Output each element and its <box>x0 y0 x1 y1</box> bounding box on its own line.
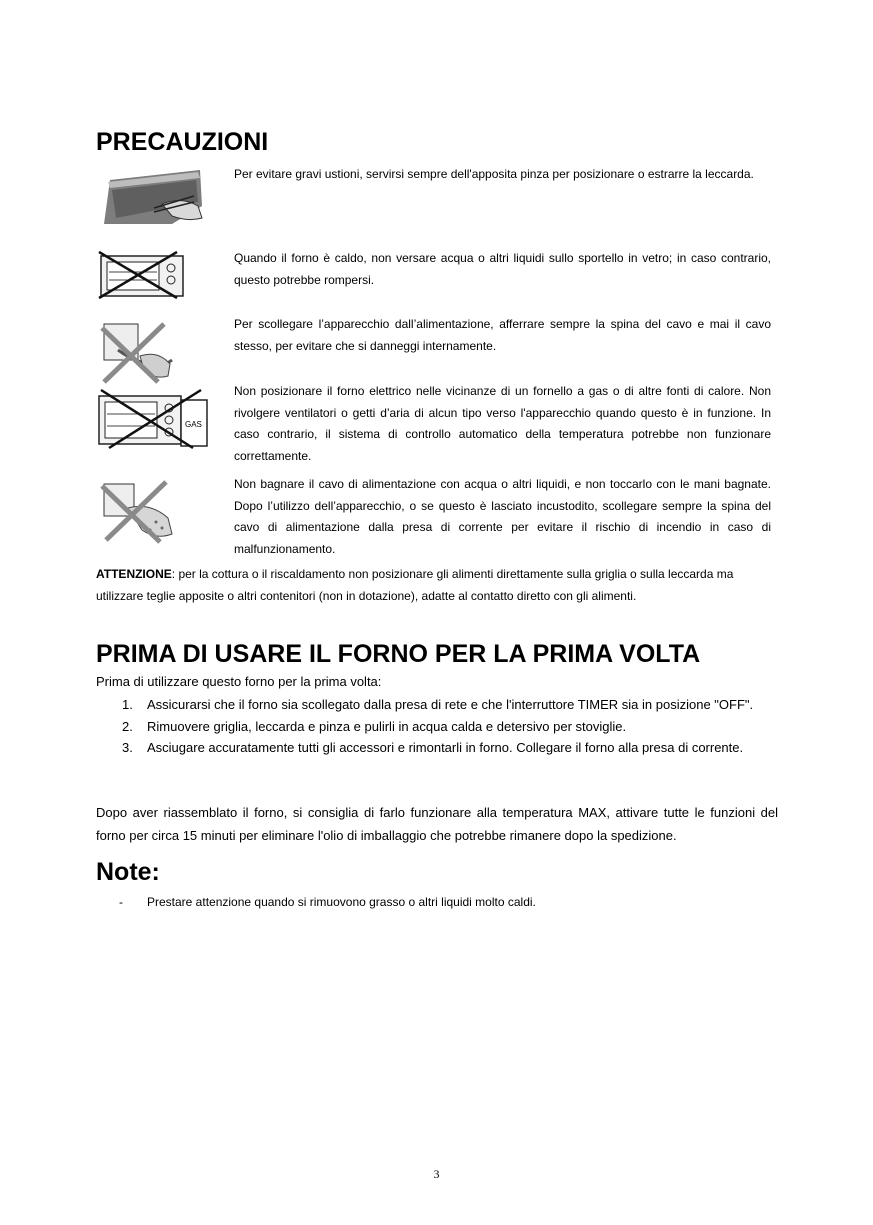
section-title-first-use: PRIMA DI USARE IL FORNO PER LA PRIMA VOLTA <box>96 640 701 668</box>
warning-label: ATTENZIONE <box>96 567 172 581</box>
crossed-wet-plug-illustration <box>98 478 180 544</box>
precaution-text-2: Quando il forno è caldo, non versare acqua o altri liquidi sullo sportello in vetro; in caso contrario, questo potrebbe rompersi. <box>234 251 771 287</box>
first-use-after-paragraph: Dopo aver riassemblato il forno, si consiglia di farlo funzionare alla temperatura MAX, attivare tutte le funzioni del forno per circa 15 minuti per eliminare l'olio di imballaggio che potrebbe rimanere dopo la spedizione. <box>96 805 778 843</box>
first-use-intro: Prima di utilizzare questo forno per la prima volta: <box>96 674 382 689</box>
warning-text: : per la cottura o il riscaldamento non posizionare gli alimenti direttamente sulla griglia o sulla leccarda ma utilizzare teglie apposite o altri contenitori (non in dotazione), adatte al contatto diretto con gli alimenti. <box>96 567 734 603</box>
manual-page: PRECAUZIONI Per evitare gravi ustioni, servirsi sempre dell'apposita pinza per posizionare o estrarre la leccarda. Quando il forno è caldo, non versare acqua o altri liquidi sullo sportello in vetro; in caso contrario, questo potrebbe rompersi. Per scollegare l’apparecchio dall’alimentazione, afferrare sempre la spina del cavo e mai il cavo stesso, per evitare che si danneggi internamente. GAS Non posizionare il forno elettrico nelle vicinanze di un fornello a gas o di altre fonti di calore. Non rivolgere ventilatori o getti d’aria di alcun tipo verso l'apparecchio quando questo è in funzione. In caso contrario, il sistema di controllo automatico della temperatura potrebbe non funzionare correttamente. Non bagnare il cavo di alimentazione con acqua o altri liquidi, e non toccarlo con le mani bagnate. Dopo l’utilizzo dell’apparecchio, o se questo è lasciato incustodito, scollegare sempre la spina del cavo di alimentazione dalla presa di corrente per evitare il rischio di incendio in caso di malfunzionamento. ATTENZIONE: per la cottura o il riscaldamento non posizionare gli alimenti direttamente sulla griglia o sulla leccarda ma utilizzare teglie apposite o altri contenitori (non in dotazione), adatte al contatto diretto con gli alimenti. PRIMA DI USARE IL FORNO PER LA PRIMA VOLTA Prima di utilizzare questo forno per la prima volta: 1. Assicurarsi che il forno sia scollegato dalla presa di rete e che l'interruttore TIMER sia in posizione "OFF". 2. Rimuovere griglia, leccarda e pinza e pulirli in acqua calda e detersivo per stoviglie. 3. Asciugare accuratamente tutti gli accessori e rimontarli in forno. Collegare il forno alla presa di corrente. Dopo aver riassemblato il forno, si consiglia di farlo funzionare alla temperatura MAX, attivare tutte le funzioni del forno per circa 15 minuti per eliminare l'olio di imballaggio che potrebbe rimanere dopo la spedizione. Note: - Prestare attenzione quando si rimuovono grasso o altri liquidi molto caldi. 3 <box>0 0 873 1225</box>
gas-label: GAS <box>185 420 202 429</box>
first-use-steps <box>96 694 778 759</box>
section-title-notes: Note: <box>96 858 160 886</box>
crossed-plug-cable-illustration <box>98 320 178 384</box>
crossed-oven-gas-illustration <box>97 386 211 452</box>
precaution-text-4: Non posizionare il forno elettrico nelle vicinanze di un fornello a gas o di altre fonti di calore. Non rivolgere ventilatori o getti d’aria di alcun tipo verso l'apparecchio quando questo è in funzione. In caso contrario, il sistema di controllo automatico della temperatura potrebbe non funzionare correttamente. <box>234 384 771 463</box>
crossed-oven-door-illustration <box>97 250 187 300</box>
tray-tongs-illustration <box>102 166 206 226</box>
precaution-text-1: Per evitare gravi ustioni, servirsi sempre dell'apposita pinza per posizionare o estrarre la leccarda. <box>234 167 754 181</box>
section-title-precautions: PRECAUZIONI <box>96 128 269 156</box>
precaution-text-3: Per scollegare l’apparecchio dall’alimentazione, afferrare sempre la spina del cavo e mai il cavo stesso, per evitare che si danneggi internamente. <box>234 317 771 353</box>
warning-paragraph <box>96 563 776 607</box>
precaution-text-5: Non bagnare il cavo di alimentazione con acqua o altri liquidi, e non toccarlo con le mani bagnate. Dopo l’utilizzo dell’apparecchio, o se questo è lasciato incustodito, scollegare sempre la spina del cavo di alimentazione dalla presa di corrente per evitare il rischio di incendio in caso di malfunzionamento. <box>234 477 771 556</box>
list-item: 1. Assicurarsi che il forno sia scollegato dalla presa di rete e che l'interruttore TIMER sia in posizione "OFF". <box>122 697 754 712</box>
list-item: 3. Asciugare accuratamente tutti gli accessori e rimontarli in forno. Collegare il forno alla presa di corrente. <box>122 740 744 755</box>
page-number: 3 <box>433 1167 440 1181</box>
list-item: 2. Rimuovere griglia, leccarda e pinza e pulirli in acqua calda e detersivo per stoviglie. <box>122 718 627 734</box>
